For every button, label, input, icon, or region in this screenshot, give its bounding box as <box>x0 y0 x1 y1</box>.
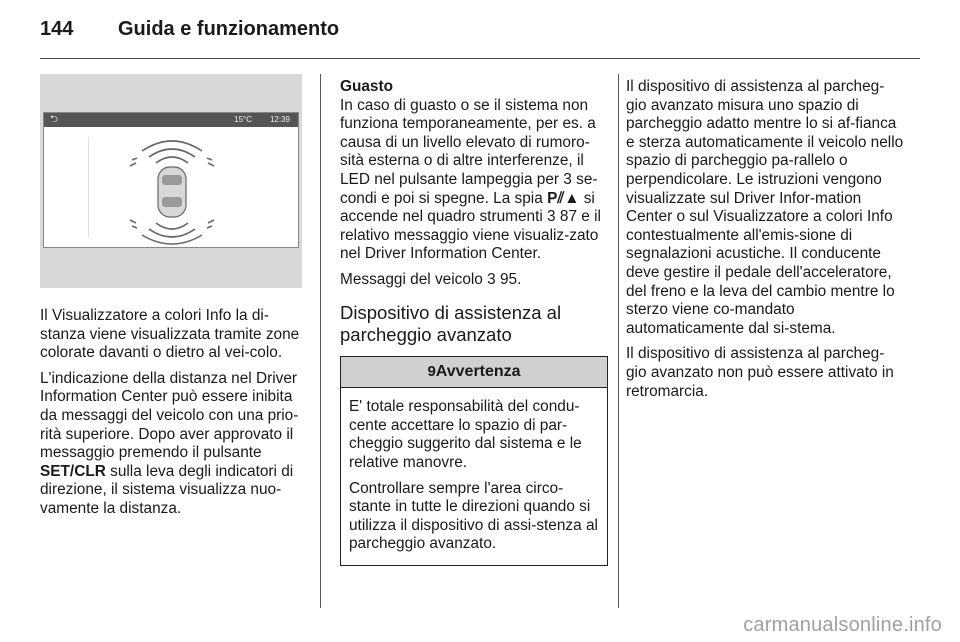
warning-icon: 9 <box>427 362 436 380</box>
column-3 <box>626 78 904 408</box>
column-divider-1 <box>320 74 321 608</box>
set-clr-label: SET/CLR <box>40 462 106 480</box>
section-heading: Dispositivo di assistenza al parcheggio avanzato <box>340 301 562 345</box>
paragraph-advanced-park-assist: Il dispositivo di assistenza al parcheg-gio avanzato misura uno spazio di parcheggio adatto mentre lo si af-fianca e sterza automaticamente il veicolo nello spazio di parcheggio pa-rallelo o perpendicolare. Le istruzioni vengono visualizzate sul Driver Infor-mation Center o sul Visualizzatore a colori Info contestualmente all'emis-sione di segnalazioni acustiche. Il conducente deve gestire il pedale dell'acceleratore, del freno e la leva del cambio mentre lo sterzo viene co-mandato automaticamente dal si-stema. <box>626 78 904 337</box>
reference-arrow-icon: 3 <box>547 208 556 226</box>
paragraph-fault <box>340 97 608 264</box>
column-divider-2 <box>618 74 619 608</box>
parking-display-figure <box>40 74 302 288</box>
rear-sensor-wave-icon <box>130 220 214 244</box>
column-1 <box>40 307 308 526</box>
text-run: Messaggi del veicolo <box>340 270 488 288</box>
text-run: si accende nel quadro strumenti <box>340 189 595 226</box>
header-rule <box>40 58 920 59</box>
car-icon <box>158 167 186 217</box>
front-sensor-wave-icon <box>130 141 214 166</box>
watermark <box>743 614 942 637</box>
info-display-screen <box>43 112 299 248</box>
text-run: L'indicazione della distanza nel Driver Information Center può essere inibita da messaggi del veicolo con una prio-rità superiore. Dopo aver approvato il messaggio premendo il pulsante <box>40 369 299 462</box>
paragraph-distance-display: Il Visualizzatore a colori Info la di-stanza viene visualizzata tramite zone colorate davanti o dietro al vei-colo. <box>40 307 300 362</box>
text-run: 87 e il relativo messaggio viene visualiz-zato nel Driver Information Center. <box>340 208 601 263</box>
page-title: Guida e funzionamento <box>118 18 340 40</box>
car-sensor-graphic <box>44 127 298 247</box>
text-run: 95. <box>495 270 522 288</box>
paragraph-vehicle-messages <box>340 271 608 290</box>
warning-box <box>340 356 608 566</box>
page-number: 144 <box>40 18 74 40</box>
column-2 <box>340 78 608 566</box>
text-run: In caso di guasto o se il sistema non funziona temporaneamente, per es. a causa di un livello elevato di rumoro-sità esterna o di altre interferenze, il LED nel pulsante lampeggia per 3 se-condi e poi si spegne. La spia <box>340 96 598 207</box>
back-arrow-icon: ⮌ <box>50 114 59 125</box>
warning-header <box>341 357 607 389</box>
watermark-main: carmanualsonline <box>743 614 904 636</box>
subheading-guasto: Guasto <box>340 78 394 95</box>
warning-body <box>341 388 607 565</box>
parking-warning-lamp-icon: P⫽▲ <box>547 189 580 207</box>
watermark-suffix: .info <box>903 614 942 636</box>
warning-paragraph-1: E' totale responsabilità del condu-cente accettare lo spazio di par-cheggio suggerito dal sistema e le relative manovre. <box>349 398 582 471</box>
warning-paragraph-2: Controllare sempre l'area circo-stante in tutte le direzioni quando si utilizza il dispositivo di assi-stenza al parcheggio avanzato. <box>349 479 598 553</box>
text-run: sulla leva degli indicatori di direzione, il sistema visualizza nuo-vamente la distanza. <box>40 462 294 517</box>
clock-readout: 12:39 <box>269 115 290 124</box>
warning-title: Avvertenza <box>435 362 521 380</box>
reference-arrow-icon: 3 <box>487 270 496 288</box>
status-bar <box>44 113 298 127</box>
paragraph-no-reverse: Il dispositivo di assistenza al parcheg-gio avanzato non può essere attivato in retromarcia. <box>626 345 894 400</box>
temperature-readout: 15°C <box>234 115 252 124</box>
paragraph-distance-inhibit <box>40 370 308 519</box>
